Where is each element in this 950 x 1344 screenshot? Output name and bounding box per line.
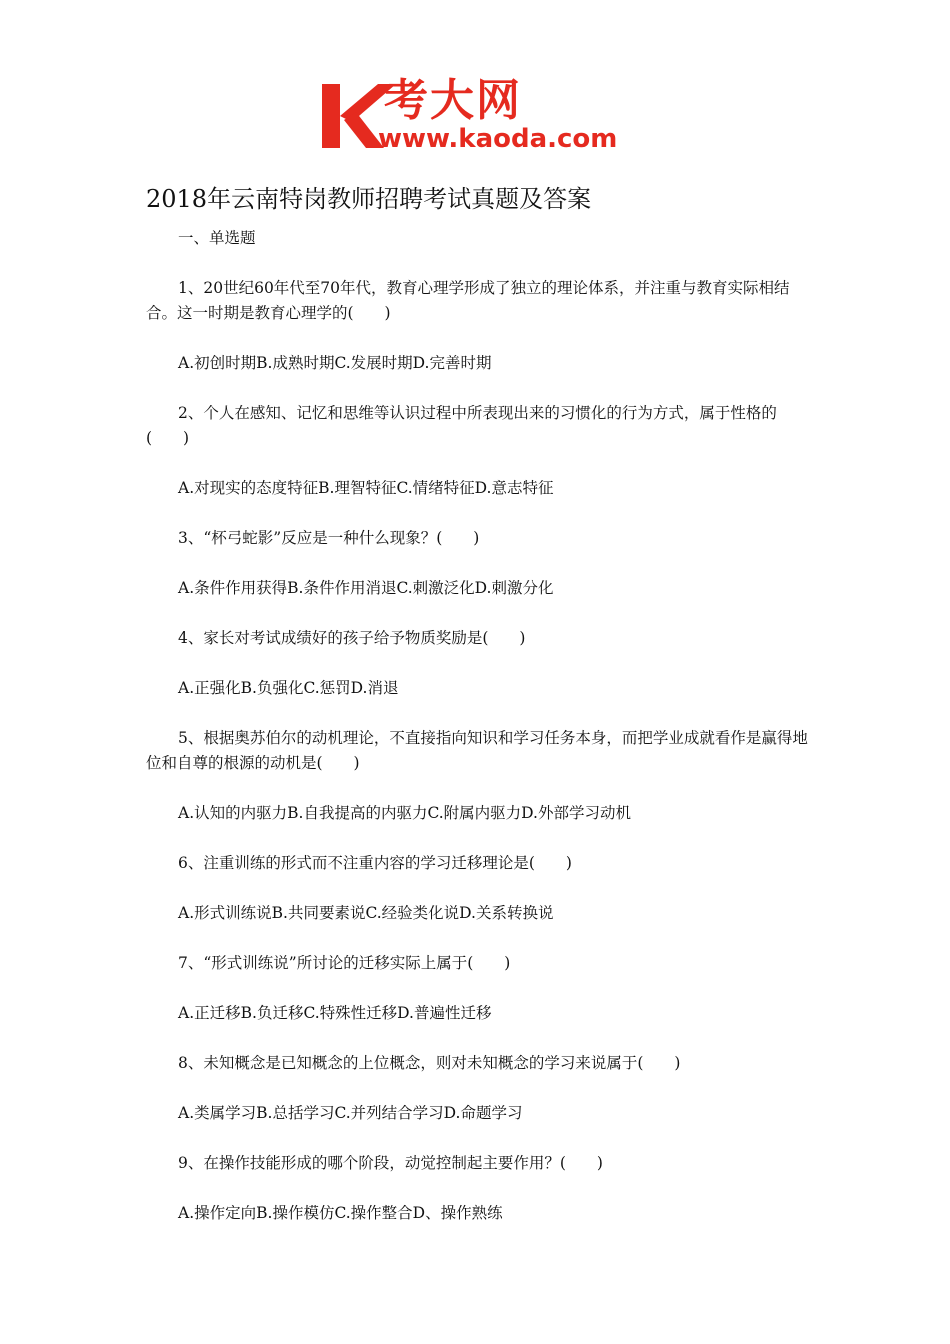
section-heading: 一、单选题 — [178, 229, 256, 247]
question-3-options: A.条件作用获得B.条件作用消退C.刺激泛化D.刺激分化 — [178, 579, 554, 597]
question-9-stem: 9、在操作技能形成的哪个阶段，动觉控制起主要作用？( ) — [178, 1154, 603, 1172]
question-6-stem: 6、注重训练的形式而不注重内容的学习迁移理论是( ) — [178, 854, 572, 872]
question-9-options: A.操作定向B.操作模仿C.操作整合D、操作熟练 — [178, 1204, 503, 1222]
logo-brand-name: 考大网 — [384, 75, 522, 126]
logo-url: www.kaoda.com — [378, 124, 618, 154]
question-7-stem: 7、“形式训练说”所讨论的迁移实际上属于( ) — [178, 954, 511, 972]
document-title: 2018年云南特岗教师招聘考试真题及答案 — [146, 185, 592, 213]
question-1-stem: 1、20世纪60年代至70年代，教育心理学形成了独立的理论体系，并注重与教育实际相结合。这一时期是教育心理学的( ) — [146, 279, 790, 322]
question-6-options: A.形式训练说B.共同要素说C.经验类化说D.关系转换说 — [178, 904, 554, 922]
question-4-stem: 4、家长对考试成绩好的孩子给予物质奖励是( ) — [178, 629, 526, 647]
question-8-options: A.类属学习B.总括学习C.并列结合学习D.命题学习 — [178, 1104, 523, 1122]
question-5-options: A.认知的内驱力B.自我提高的内驱力C.附属内驱力D.外部学习动机 — [178, 804, 631, 822]
question-5-stem: 5、根据奥苏伯尔的动机理论，不直接指向知识和学习任务本身，而把学业成就看作是赢得地位和自尊的根源的动机是( ) — [146, 729, 808, 772]
question-1-options: A.初创时期B.成熟时期C.发展时期D.完善时期 — [178, 354, 492, 372]
question-4-options: A.正强化B.负强化C.惩罚D.消退 — [178, 679, 399, 697]
document-body — [146, 222, 810, 1226]
question-2-stem: 2、个人在感知、记忆和思维等认识过程中所表现出来的习惯化的行为方式，属于性格的( ) — [146, 404, 777, 447]
question-2-options: A.对现实的态度特征B.理智特征C.情绪特征D.意志特征 — [178, 479, 554, 497]
kaoda-logo[interactable] — [318, 75, 638, 160]
question-8-stem: 8、未知概念是已知概念的上位概念，则对未知概念的学习来说属于( ) — [178, 1054, 681, 1072]
question-3-stem: 3、“杯弓蛇影”反应是一种什么现象？( ) — [178, 529, 480, 547]
question-7-options: A.正迁移B.负迁移C.特殊性迁移D.普遍性迁移 — [178, 1004, 492, 1022]
